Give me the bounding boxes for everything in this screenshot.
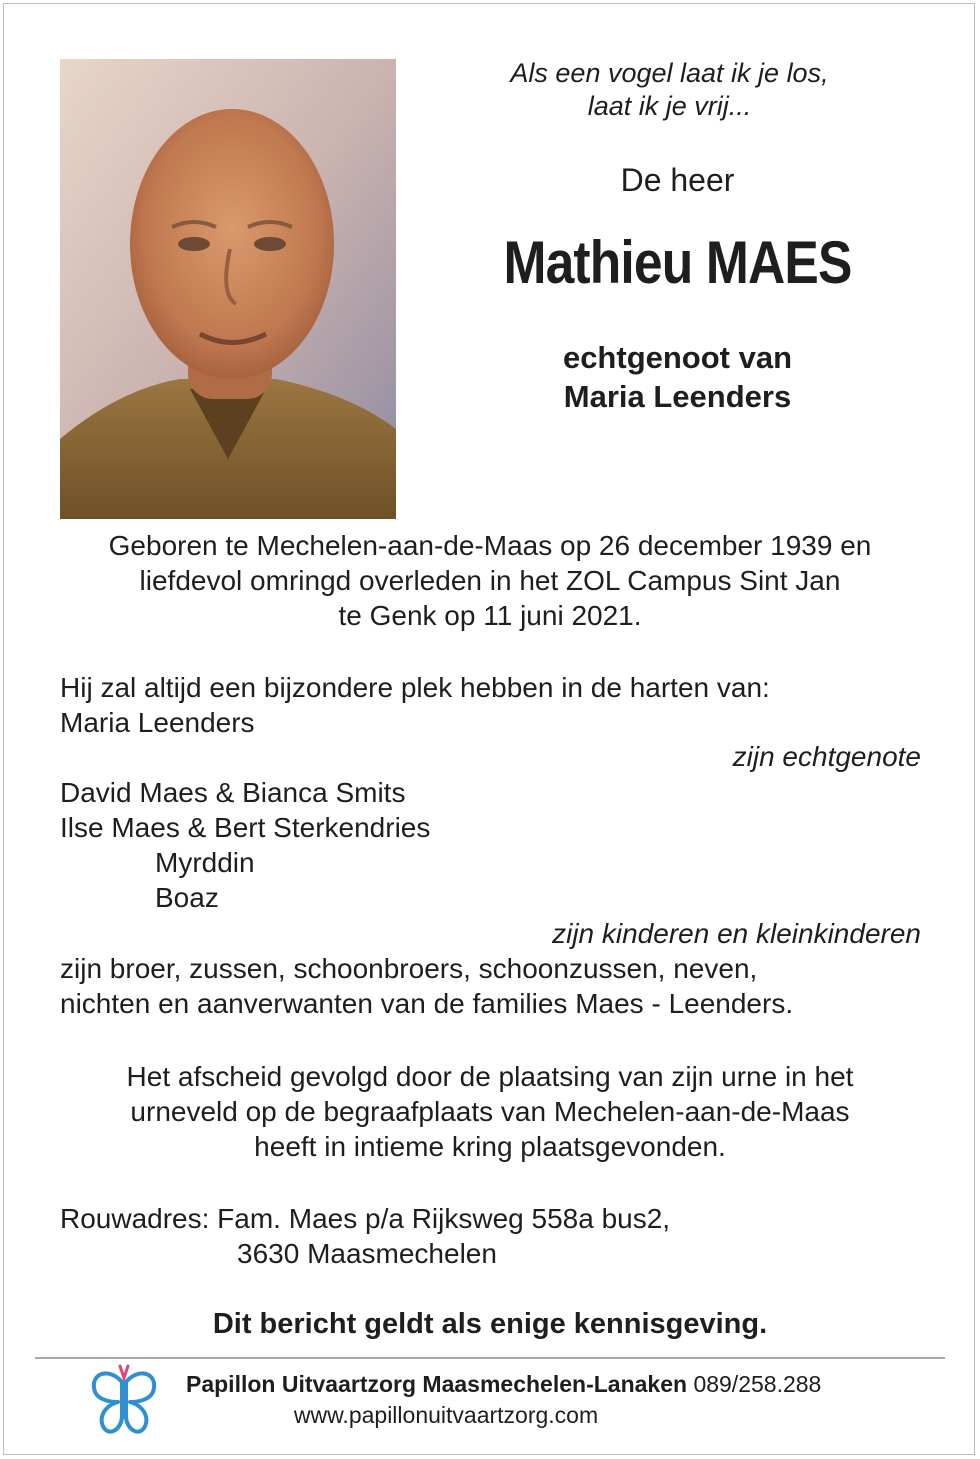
grandchild-entry: Myrddin [155, 847, 255, 878]
spouse-name: Maria Leenders [563, 379, 792, 414]
portrait-photo [60, 59, 396, 519]
portrait-illustration [60, 59, 396, 519]
footer-company-line [186, 1370, 821, 1398]
family-intro: Hij zal altijd een bijzondere plek hebben in de harten van: [60, 672, 770, 703]
footer-phone: 089/258.288 [693, 1371, 822, 1397]
salutation: De heer [620, 162, 735, 198]
deceased-name: Mathieu MAES [503, 229, 852, 296]
child-entry: Ilse Maes & Bert Sterkendries [60, 812, 431, 843]
family-spouse-role: zijn echtgenote [732, 741, 921, 772]
birth-death-line-2: liefdevol omringd overleden in het ZOL Campus Sint Jan [139, 565, 841, 596]
family-others-line-1: zijn broer, zussen, schoonbroers, schoonzussen, neven, [60, 953, 758, 984]
birth-death-line-3: te Genk op 11 juni 2021. [338, 600, 642, 631]
birth-death-paragraph [40, 528, 940, 633]
farewell-line-2: urneveld op de begraafplaats van Mechelen-aan-de-Maas [130, 1096, 850, 1127]
children-role: zijn kinderen en kleinkinderen [552, 918, 921, 949]
quote-line-1: Als een vogel laat ik je los, [510, 58, 829, 88]
spouse-relation: echtgenoot van [562, 340, 793, 375]
birth-death-line-1: Geboren te Mechelen-aan-de-Maas op 26 december 1939 en [108, 530, 872, 561]
address-line-1: Rouwadres: Fam. Maes p/a Rijksweg 558a bus2, [60, 1203, 671, 1234]
butterfly-logo-icon [90, 1362, 158, 1440]
footer-website[interactable]: www.papillonuitvaartzorg.com [293, 1402, 599, 1428]
memorial-quote [392, 57, 947, 123]
spouse-block [400, 338, 955, 416]
footer-company: Papillon Uitvaartzorg Maasmechelen-Lanaken [186, 1371, 688, 1397]
grandchild-entry: Boaz [155, 882, 219, 913]
quote-line-2: laat ik je vrij... [587, 91, 752, 121]
farewell-paragraph [40, 1059, 940, 1164]
footer-divider [35, 1357, 945, 1359]
closing-notice: Dit bericht geldt als enige kennisgeving. [212, 1308, 768, 1340]
family-spouse-name: Maria Leenders [60, 707, 255, 738]
address-line-2: 3630 Maasmechelen [237, 1238, 497, 1269]
family-others-line-2: nichten en aanverwanten van de families Maes - Leenders. [60, 988, 794, 1019]
farewell-line-3: heeft in intieme kring plaatsgevonden. [254, 1131, 726, 1162]
child-entry: David Maes & Bianca Smits [60, 777, 406, 808]
farewell-line-1: Het afscheid gevolgd door de plaatsing van zijn urne in het [126, 1061, 854, 1092]
